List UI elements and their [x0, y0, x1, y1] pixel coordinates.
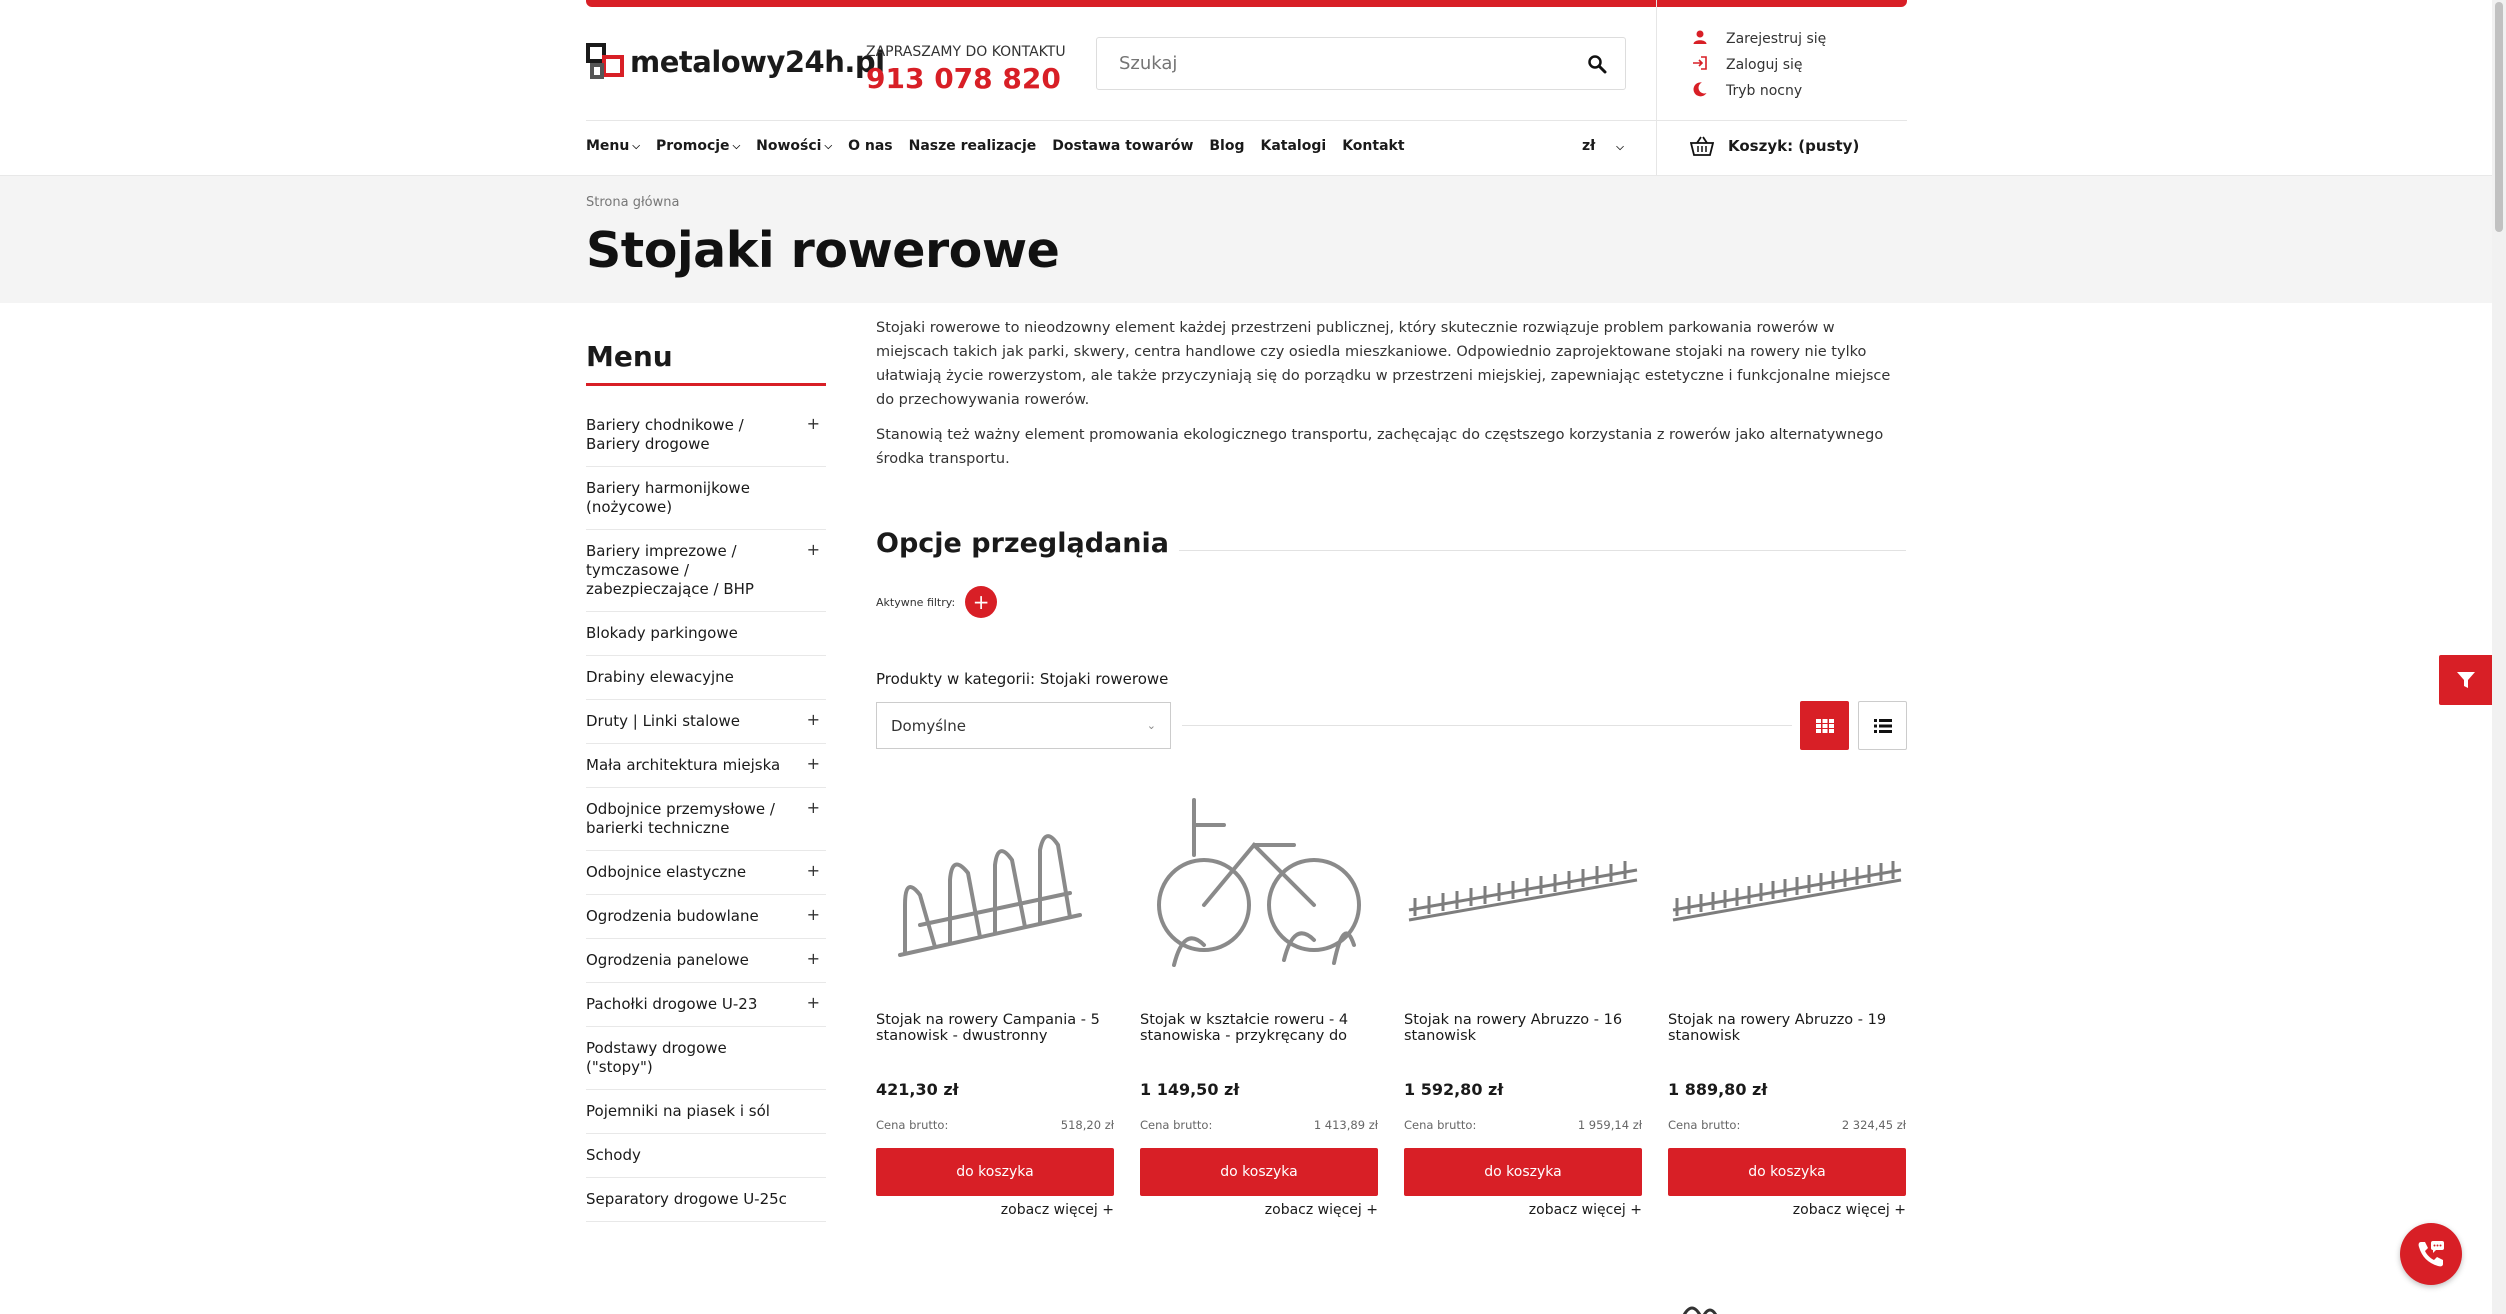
- next-row-product-image-peek: [1680, 1300, 1720, 1314]
- gross-price-row: [1140, 1118, 1378, 1132]
- expand-icon[interactable]: +: [806, 949, 820, 968]
- nav-kontakt[interactable]: [1342, 138, 1404, 154]
- chevron-down-icon: ⌄: [1146, 719, 1156, 732]
- sidebar-item[interactable]: [586, 612, 826, 656]
- category-description: [876, 316, 1906, 482]
- add-to-cart-button[interactable]: do koszyka: [1404, 1148, 1642, 1196]
- gross-price: 1 413,89 zł: [1313, 1118, 1378, 1132]
- nav-katalogi-label: Katalogi: [1260, 138, 1327, 154]
- night-mode-label: Tryb nocny: [1726, 83, 1803, 99]
- chevron-down-icon: ⌵: [732, 140, 741, 152]
- login-label: Zaloguj się: [1726, 57, 1803, 73]
- chevron-down-icon: ⌵: [824, 140, 833, 152]
- active-filters: [876, 586, 997, 618]
- sidebar-list: [586, 404, 826, 1222]
- nav-blog[interactable]: [1209, 138, 1244, 154]
- sidebar-item[interactable]: [586, 656, 826, 700]
- list-view-button[interactable]: [1858, 701, 1907, 750]
- chevron-down-icon: ⌵: [632, 140, 640, 152]
- nav-nowosci-label: Nowości: [756, 138, 822, 154]
- phone-chat-icon: [2415, 1238, 2447, 1270]
- product-image[interactable]: [1140, 775, 1378, 995]
- cart-label: Koszyk: (pusty): [1728, 137, 1860, 155]
- description-paragraph: Stojaki rowerowe to nieodzowny element każdej przestrzeni publicznej, który skutecznie rozwiązuje problem parkowania rowerów w miejscach takich jak parki, skwery, centra handlowe czy osiedla mieszkaniowe. Odpowiednio zaprojektowane stojaki na rowery nie tylko ułatwiają życie rowerzystom, ale także przyczyniają się do porządku w przestrzeni miejskiej, zapewniając estetyczne i funkcjonalne miejsce do przechowywania rowerów.: [876, 320, 1891, 408]
- bike-shaped-rack-image: [1144, 785, 1374, 985]
- gross-price-row: [876, 1118, 1114, 1132]
- register-link[interactable]: [1692, 26, 1826, 52]
- nav-o-nas-label: O nas: [848, 138, 893, 154]
- main-nav: [586, 138, 1421, 154]
- sidebar-heading: Menu: [586, 340, 826, 386]
- login-icon: [1692, 55, 1708, 71]
- nav-dostawa[interactable]: [1052, 138, 1193, 154]
- search-button[interactable]: [1569, 38, 1625, 89]
- nav-promocje-label: Promocje: [655, 138, 730, 154]
- sidebar-item-label: Mała architektura miejska: [586, 756, 781, 774]
- logo-mark-icon: [586, 43, 624, 81]
- sidebar-item[interactable]: [586, 1134, 826, 1178]
- product-price: 421,30 zł: [876, 1080, 959, 1099]
- sidebar-item-label: Podstawy drogowe ("stopy"): [586, 1039, 727, 1076]
- sidebar-item-label: Schody: [586, 1146, 641, 1164]
- sidebar-item-label: Drabiny elewacyjne: [586, 668, 734, 686]
- sidebar: [586, 340, 826, 1222]
- product-image[interactable]: [1668, 775, 1906, 995]
- expand-icon[interactable]: +: [806, 993, 820, 1012]
- register-label: Zarejestruj się: [1726, 31, 1827, 47]
- gross-price-row: [1404, 1118, 1642, 1132]
- sidebar-item[interactable]: [586, 788, 826, 851]
- sort-value: Domyślne: [891, 716, 966, 735]
- gross-price-row: [1668, 1118, 1906, 1132]
- add-to-cart-button[interactable]: do koszyka: [1140, 1148, 1378, 1196]
- sidebar-item-label: Pachołki drogowe U-23: [586, 995, 758, 1013]
- description-paragraph: Stanowią też ważny element promowania ekologicznego transportu, zachęcając do częstszego korzystania z rowerów jako alternatywnego środka transportu.: [876, 427, 1884, 467]
- sidebar-item[interactable]: [586, 1090, 826, 1134]
- user-icon: [1692, 29, 1708, 45]
- list-icon: [1874, 719, 1892, 733]
- logo[interactable]: [586, 43, 885, 81]
- sidebar-item-label: Blokady parkingowe: [586, 624, 738, 642]
- see-more-link[interactable]: zobacz więcej +: [1792, 1202, 1906, 1218]
- filter-panel-button[interactable]: [2439, 655, 2492, 705]
- product-card: [876, 775, 1114, 1218]
- currency-value: zł: [1582, 138, 1596, 154]
- expand-icon[interactable]: +: [806, 905, 820, 924]
- bike-rack-abruzzo-19-image: [1669, 840, 1905, 930]
- see-more-link[interactable]: zobacz więcej +: [1000, 1202, 1114, 1218]
- expand-icon[interactable]: +: [806, 710, 820, 729]
- login-link[interactable]: [1692, 52, 1826, 78]
- search-input[interactable]: [1097, 38, 1569, 89]
- nav-promocje[interactable]: [656, 138, 740, 154]
- add-to-cart-button[interactable]: do koszyka: [876, 1148, 1114, 1196]
- sidebar-item-label: Druty | Linki stalowe: [586, 712, 740, 730]
- sidebar-item-label: Odbojnice elastyczne: [586, 863, 747, 881]
- sidebar-item[interactable]: [586, 744, 826, 788]
- sidebar-item[interactable]: [586, 530, 826, 612]
- title-band: [0, 175, 2492, 303]
- see-more-link[interactable]: zobacz więcej +: [1264, 1202, 1378, 1218]
- nav-nowosci[interactable]: [756, 138, 832, 154]
- header-contact: [866, 44, 1066, 95]
- product-name[interactable]: Stojak na rowery Abruzzo - 19 stanowisk: [1668, 1012, 1887, 1044]
- plus-icon: +: [972, 590, 990, 614]
- sidebar-item-label: Bariery imprezowe / tymczasowe / zabezpieczające / BHP: [586, 542, 754, 598]
- top-accent-bar: [586, 0, 1907, 7]
- gross-label: Cena brutto:: [1140, 1118, 1213, 1132]
- sidebar-item[interactable]: [586, 700, 826, 744]
- sidebar-item-label: Bariery chodnikowe / Bariery drogowe: [586, 416, 744, 453]
- nav-o-nas[interactable]: [848, 138, 893, 154]
- see-more-link[interactable]: zobacz więcej +: [1528, 1202, 1642, 1218]
- nav-menu-label: Menu: [586, 138, 630, 154]
- sidebar-item[interactable]: [586, 467, 826, 530]
- product-card: [1668, 775, 1906, 1218]
- sidebar-item[interactable]: [586, 404, 826, 467]
- grid-view-button[interactable]: [1800, 701, 1849, 750]
- sidebar-item[interactable]: [586, 1178, 826, 1222]
- sidebar-item[interactable]: [586, 895, 826, 939]
- header-rule: [586, 120, 1907, 121]
- nav-realizacje-label: Nasze realizacje: [908, 138, 1037, 154]
- sidebar-item[interactable]: [586, 851, 826, 895]
- options-heading: Opcje przeglądania: [876, 528, 1169, 559]
- gross-price: 1 959,14 zł: [1577, 1118, 1642, 1132]
- gross-price: 2 324,45 zł: [1841, 1118, 1906, 1132]
- sidebar-item-label: Pojemniki na piasek i sól: [586, 1102, 770, 1120]
- account-links: [1692, 26, 1826, 104]
- product-image[interactable]: [876, 775, 1114, 995]
- product-price: 1 149,50 zł: [1140, 1080, 1240, 1099]
- expand-icon[interactable]: +: [806, 754, 820, 773]
- sort-select[interactable]: [876, 702, 1171, 749]
- sidebar-item-label: Ogrodzenia panelowe: [586, 951, 749, 969]
- browse-options: [876, 528, 1906, 559]
- scrollbar[interactable]: [2492, 0, 2506, 1314]
- breadcrumb[interactable]: Strona główna: [586, 195, 680, 210]
- expand-icon[interactable]: +: [806, 861, 820, 880]
- sidebar-item[interactable]: [586, 983, 826, 1027]
- nav-blog-label: Blog: [1209, 138, 1245, 154]
- cart-button[interactable]: [1690, 136, 1859, 156]
- product-price: 1 889,80 zł: [1668, 1080, 1768, 1099]
- gross-label: Cena brutto:: [1404, 1118, 1477, 1132]
- gross-price: 518,20 zł: [1060, 1118, 1114, 1132]
- scrollbar-thumb[interactable]: [2495, 2, 2503, 232]
- currency-select[interactable]: [1582, 138, 1624, 154]
- sidebar-item-label: Bariery harmonijkowe (nożycowe): [586, 479, 750, 516]
- product-card: [1140, 775, 1378, 1218]
- product-image[interactable]: [1404, 775, 1642, 995]
- bike-rack-campania-image: [880, 805, 1110, 965]
- nav-menu[interactable]: [586, 138, 640, 154]
- sidebar-item[interactable]: [586, 1027, 826, 1090]
- grid-icon: [1816, 719, 1834, 733]
- sidebar-item[interactable]: [586, 939, 826, 983]
- options-rule: [1179, 550, 1906, 551]
- search-icon: [1587, 54, 1607, 74]
- basket-icon: [1690, 136, 1714, 156]
- product-price: 1 592,80 zł: [1404, 1080, 1504, 1099]
- search-box: [1096, 37, 1626, 90]
- nav-dostawa-label: Dostawa towarów: [1052, 138, 1194, 154]
- expand-icon[interactable]: +: [806, 540, 820, 559]
- product-name[interactable]: Stojak w kształcie roweru - 4 stanowiska - przykręcany do: [1140, 1012, 1349, 1044]
- sort-rule: [1182, 725, 1792, 726]
- contact-label: ZAPRASZAMY DO KONTAKTU: [866, 44, 1066, 60]
- product-card: [1404, 775, 1642, 1218]
- chevron-down-icon: ⌵: [1616, 142, 1624, 153]
- add-to-cart-button[interactable]: do koszyka: [1668, 1148, 1906, 1196]
- sidebar-item-label: Separatory drogowe U-25c: [586, 1190, 787, 1208]
- add-filter-button[interactable]: [965, 586, 997, 618]
- sidebar-item-label: Ogrodzenia budowlane: [586, 907, 759, 925]
- product-image-fragment: [1680, 1301, 1720, 1314]
- sidebar-item-label: Odbojnice przemysłowe / barierki techniczne: [586, 800, 775, 837]
- expand-icon[interactable]: +: [806, 414, 820, 433]
- bike-rack-abruzzo-16-image: [1405, 840, 1641, 930]
- contact-phone[interactable]: 913 078 820: [866, 62, 1061, 95]
- nav-katalogi[interactable]: [1261, 138, 1327, 154]
- nav-kontakt-label: Kontakt: [1342, 138, 1405, 154]
- moon-icon: [1692, 81, 1708, 97]
- night-mode-toggle[interactable]: [1692, 78, 1826, 104]
- product-name[interactable]: Stojak na rowery Campania - 5 stanowisk - dwustronny: [876, 1012, 1100, 1044]
- header-divider: [1656, 0, 1657, 175]
- products-in-category: Produkty w kategorii: Stojaki rowerowe: [876, 670, 1169, 688]
- gross-label: Cena brutto:: [876, 1118, 949, 1132]
- page-title: Stojaki rowerowe: [586, 222, 1060, 279]
- expand-icon[interactable]: +: [806, 798, 820, 817]
- call-button[interactable]: [2400, 1223, 2462, 1285]
- nav-realizacje[interactable]: [909, 138, 1037, 154]
- logo-text: metalowy24h.pl: [630, 45, 885, 79]
- gross-label: Cena brutto:: [1668, 1118, 1741, 1132]
- funnel-icon: [2456, 670, 2476, 690]
- product-name[interactable]: Stojak na rowery Abruzzo - 16 stanowisk: [1404, 1012, 1623, 1044]
- active-filters-label: Aktywne filtry:: [876, 595, 956, 609]
